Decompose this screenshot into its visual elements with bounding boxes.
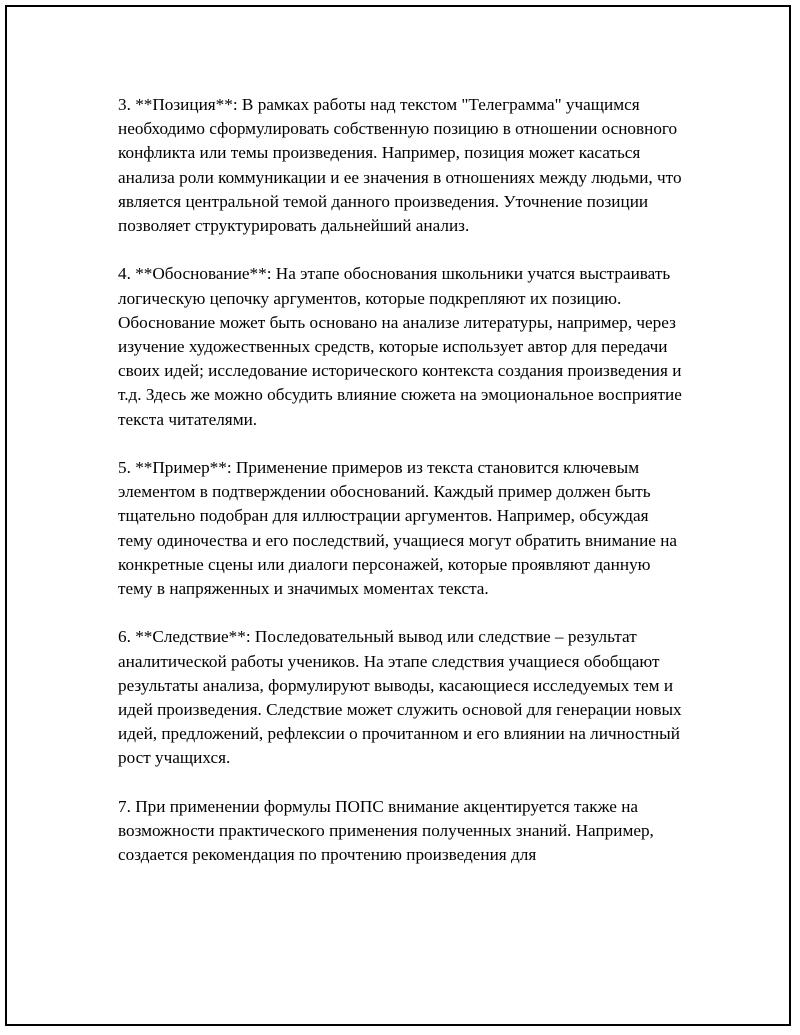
paragraph-pops-application: 7. При применении формулы ПОПС внимание акцентируется также на возможности практического применения полученных знаний. Например, создается рекомендация по прочтению произведения для bbox=[118, 796, 654, 865]
paragraph-obosnovanie: 4. **Обоснование**: На этапе обоснования школьники учатся выстраивать логическую цепочку аргументов, которые подкрепляют их позицию. Обоснование может быть основано на анализе литературы, например, через изучение художественных средств, которые использует автор для передачи своих идей; исследование исторического контекста создания произведения и т.д. Здесь же можно обсудить влияние сюжета на эмоциональное восприятие текста читателями. bbox=[118, 264, 682, 429]
paragraph-primer: 5. **Пример**: Применение примеров из текста становится ключевым элементом в подтверждении обоснований. Каждый пример должен быть тщательно подобран для иллюстрации аргументов. Например, обсуждая тему одиночества и его последствий, учащиеся могут обратить внимание на конкретные сцены или диалоги персонажей, которые проявляют данную тему в напряженных и значимых моментах текста. bbox=[118, 458, 678, 599]
paragraph-sledstvie: 6. **Следствие**: Последовательный вывод или следствие – результат аналитической работы учеников. На этапе следствия учащиеся обобщают результаты анализа, формулируют выводы, касающиеся исследуемых тем и идей произведения. Следствие может служить основой для генерации новых идей, предложений, рефлексии о прочитанном и его влиянии на личностный рост учащихся. bbox=[118, 627, 682, 768]
paragraph-pozitsiya: 3. **Позиция**: В рамках работы над текстом "Телеграмма" учащимся необходимо сформулировать собственную позицию в отношении основного конфликта или темы произведения. Например, позиция может касаться анализа роли коммуникации и ее значения в отношениях между людьми, что является центральной темой данного произведения. Уточнение позиции позволяет структурировать дальнейший анализ. bbox=[118, 95, 682, 236]
document-body bbox=[118, 93, 684, 892]
